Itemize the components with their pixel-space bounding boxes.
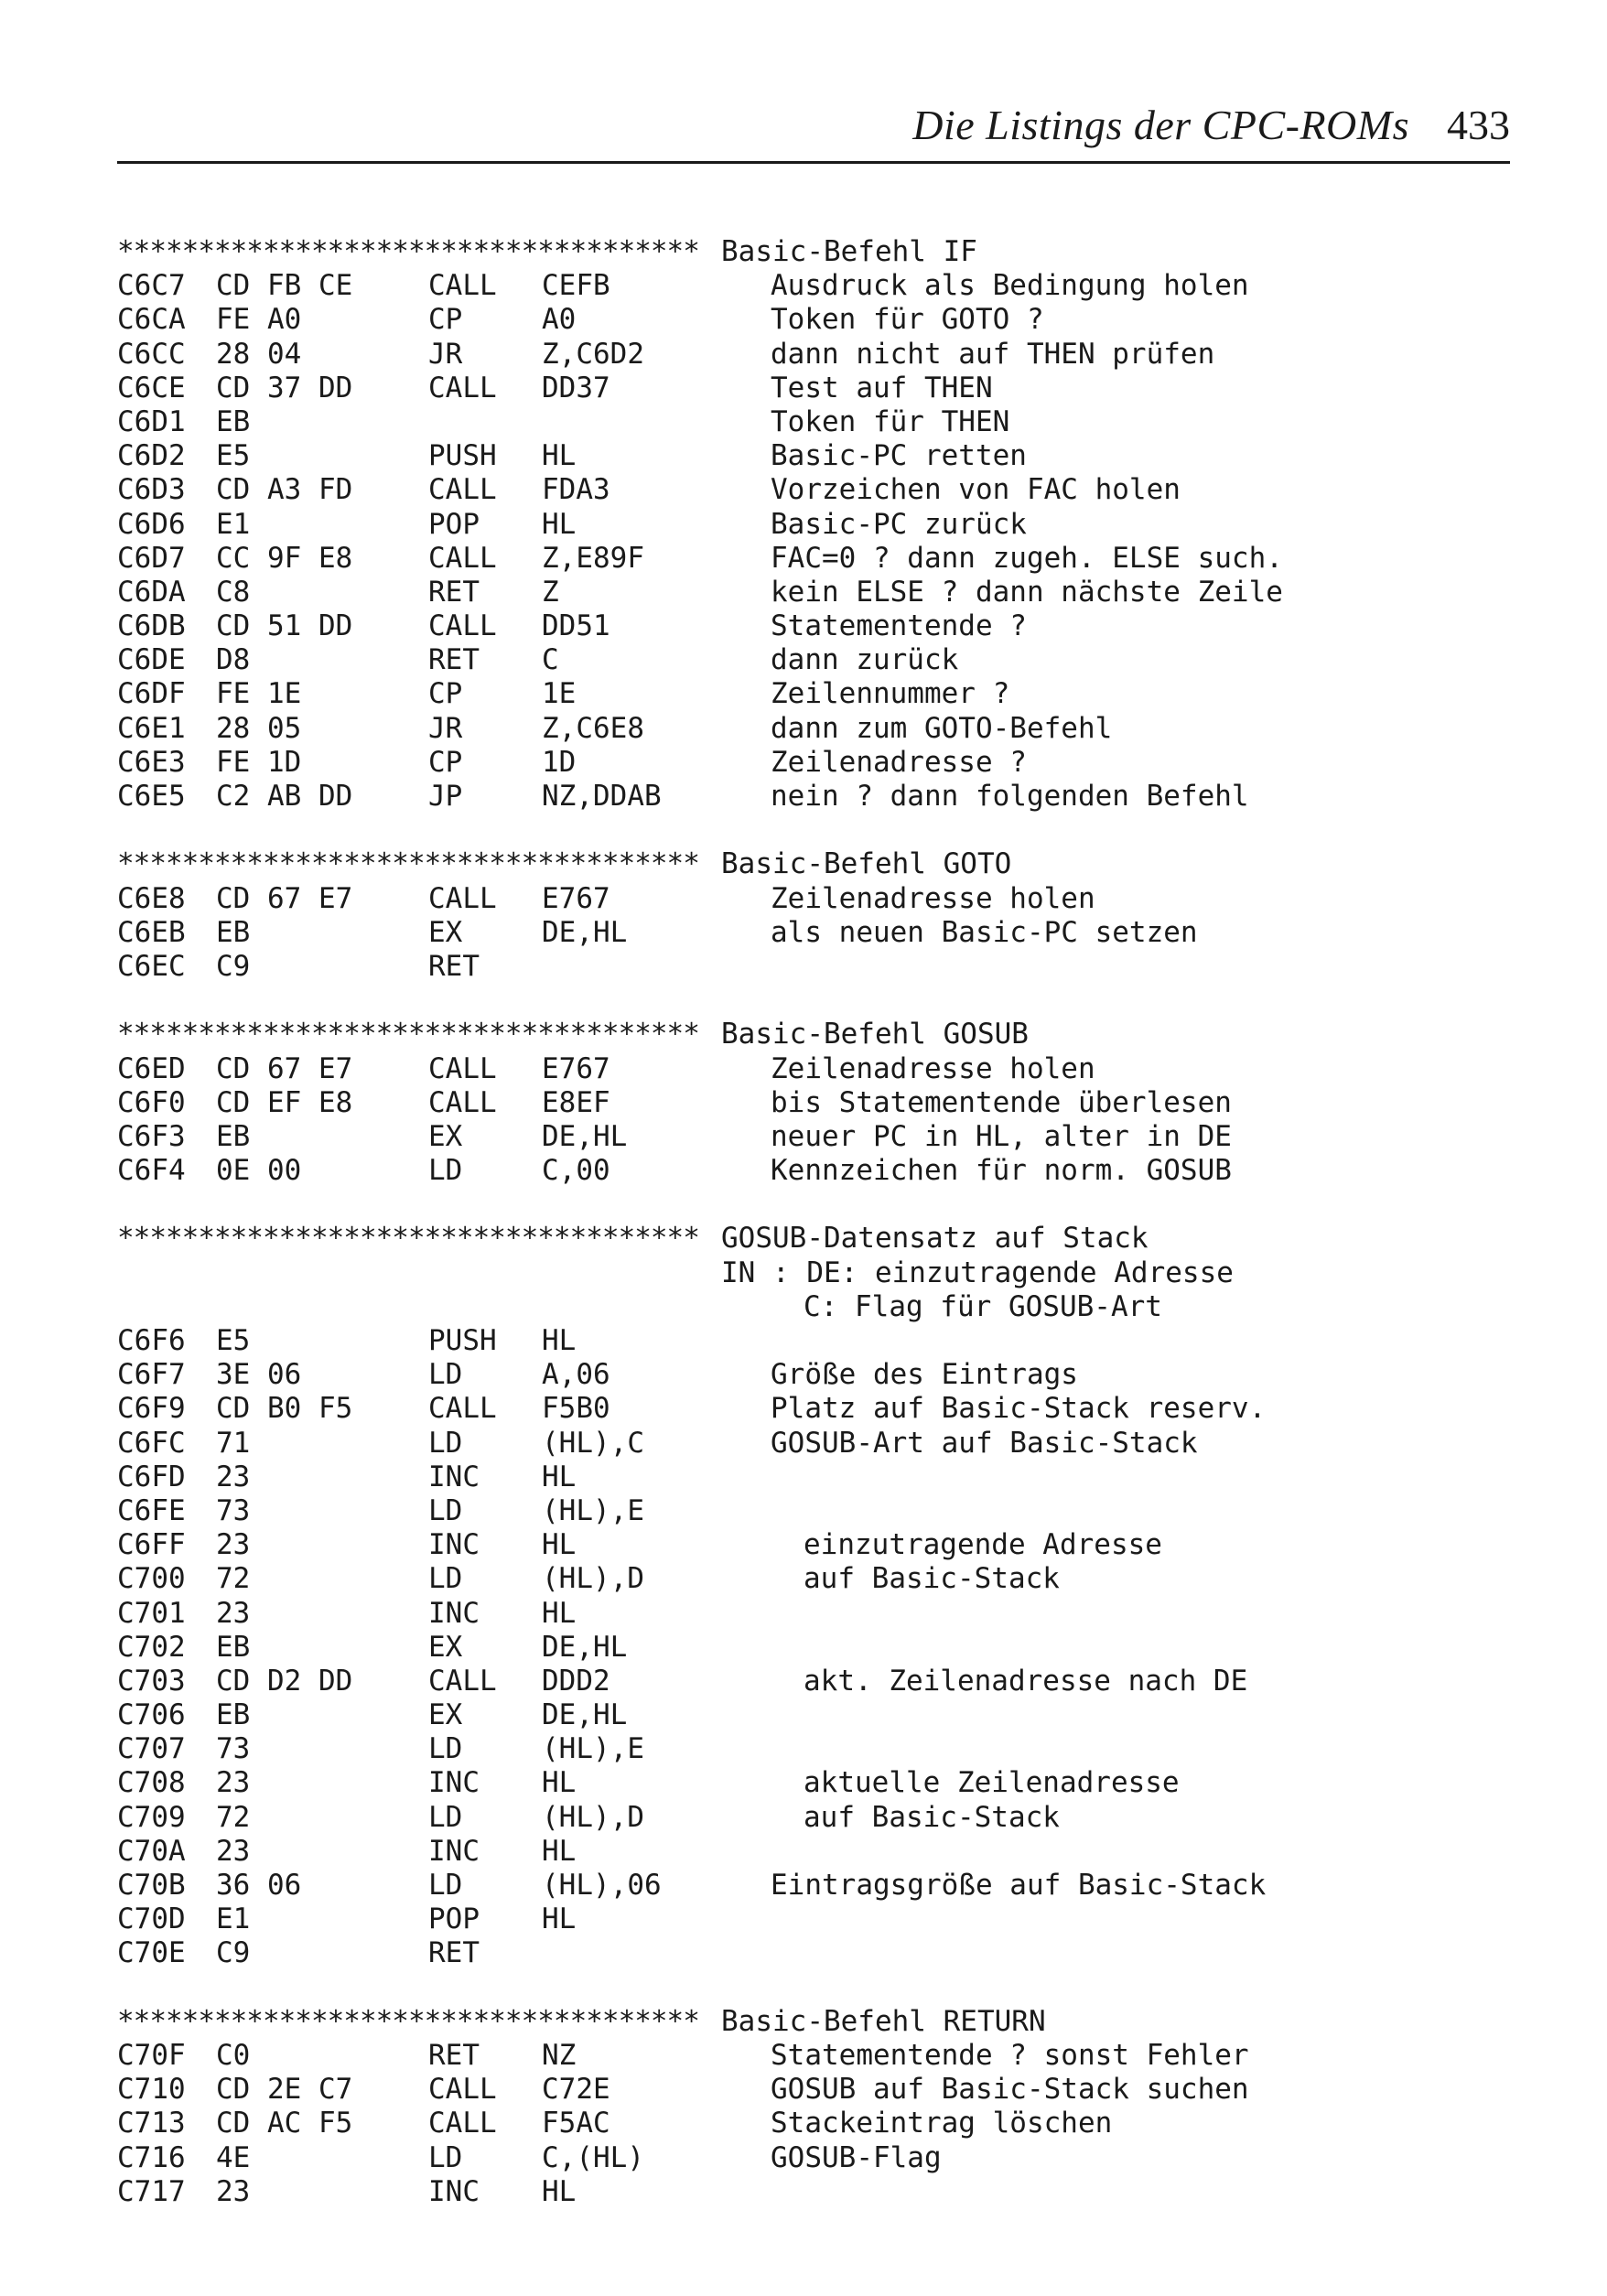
section-heading: Basic-Befehl GOSUB — [721, 1018, 1029, 1051]
operand: HL — [542, 439, 577, 473]
opcode-bytes: 36 06 — [216, 1869, 302, 1902]
mnemonic: INC — [428, 1596, 480, 1630]
comment: Zeilennummer ? — [771, 677, 1010, 711]
assembly-listing — [117, 235, 1526, 2209]
mnemonic: CALL — [428, 881, 497, 915]
address: C6DA — [117, 575, 186, 609]
code-line — [117, 1086, 1526, 1120]
address: C6FF — [117, 1528, 186, 1562]
code-line — [117, 1869, 1526, 1903]
operand: (HL),D — [542, 1562, 644, 1596]
mnemonic: LD — [428, 1869, 463, 1902]
mnemonic: CALL — [428, 1392, 497, 1426]
opcode-bytes: E5 — [216, 439, 251, 473]
operand: DE,HL — [542, 1698, 628, 1732]
separator-stars: ************************************ — [117, 847, 699, 881]
mnemonic: JR — [428, 711, 463, 745]
address: C6CE — [117, 371, 186, 404]
comment: Statementende ? — [771, 609, 1027, 643]
address: C708 — [117, 1766, 186, 1800]
code-line — [117, 1562, 1526, 1596]
code-line — [117, 1392, 1526, 1426]
code-line — [117, 542, 1526, 576]
code-line — [117, 677, 1526, 711]
code-line — [117, 1665, 1526, 1698]
comment: Test auf THEN — [771, 371, 993, 404]
mnemonic: LD — [428, 1800, 463, 1834]
operand: DD51 — [542, 609, 610, 643]
mnemonic: CALL — [428, 1664, 497, 1698]
operand: (HL),D — [542, 1800, 644, 1834]
opcode-bytes: 0E 00 — [216, 1154, 302, 1188]
opcode-bytes: CD D2 DD — [216, 1664, 353, 1698]
opcode-bytes: 23 — [216, 1766, 251, 1800]
code-line — [117, 439, 1526, 473]
opcode-bytes: D8 — [216, 643, 251, 677]
mnemonic: INC — [428, 1528, 480, 1562]
code-line — [117, 2107, 1526, 2140]
separator-stars: ************************************ — [117, 1018, 699, 1051]
address: C717 — [117, 2174, 186, 2208]
operand: FDA3 — [542, 473, 610, 507]
comment: Platz auf Basic-Stack reserv. — [771, 1392, 1267, 1426]
operand: HL — [542, 1528, 577, 1562]
operand: C72E — [542, 2073, 610, 2107]
section-heading: Basic-Befehl GOTO — [721, 847, 1012, 881]
code-line — [117, 338, 1526, 372]
section-heading: IN : DE: einzutragende Adresse — [721, 1256, 1234, 1289]
address: C6CC — [117, 337, 186, 371]
opcode-bytes: FE 1D — [216, 745, 302, 779]
mnemonic: CALL — [428, 371, 497, 404]
mnemonic: CP — [428, 745, 463, 779]
mnemonic: CALL — [428, 541, 497, 575]
comment: dann zum GOTO-Befehl — [771, 711, 1113, 745]
opcode-bytes: C2 AB DD — [216, 780, 353, 813]
address: C70E — [117, 1936, 186, 1970]
address: C6E5 — [117, 780, 186, 813]
blank-line — [117, 1971, 1526, 2005]
address: C6D1 — [117, 404, 186, 438]
comment-line — [117, 1256, 1526, 1290]
code-line — [117, 916, 1526, 950]
opcode-bytes: 23 — [216, 1596, 251, 1630]
comment: dann nicht auf THEN prüfen — [771, 337, 1215, 371]
section-separator-row — [117, 2005, 1526, 2039]
opcode-bytes: CD 37 DD — [216, 371, 353, 404]
code-line — [117, 269, 1526, 303]
mnemonic: EX — [428, 1119, 463, 1153]
code-line — [117, 746, 1526, 780]
address: C70B — [117, 1869, 186, 1902]
operand: DE,HL — [542, 1119, 628, 1153]
code-line — [117, 1324, 1526, 1358]
opcode-bytes: 72 — [216, 1800, 251, 1834]
comment: C: Flag für GOSUB-Art — [804, 1289, 1162, 1323]
address: C716 — [117, 2140, 186, 2174]
opcode-bytes: 71 — [216, 1426, 251, 1460]
opcode-bytes: EB — [216, 1698, 251, 1732]
opcode-bytes: E1 — [216, 507, 251, 541]
mnemonic: LD — [428, 1358, 463, 1392]
address: C701 — [117, 1596, 186, 1630]
opcode-bytes: C9 — [216, 1936, 251, 1970]
opcode-bytes: FE A0 — [216, 303, 302, 337]
code-line — [117, 1698, 1526, 1732]
comment: Ausdruck als Bedingung holen — [771, 269, 1249, 303]
address: C6E3 — [117, 745, 186, 779]
operand: HL — [542, 1834, 577, 1868]
code-line — [117, 1766, 1526, 1800]
mnemonic: LD — [428, 1493, 463, 1527]
code-line — [117, 303, 1526, 337]
mnemonic: LD — [428, 1732, 463, 1766]
section-separator-row — [117, 1222, 1526, 1256]
operand: HL — [542, 1766, 577, 1800]
code-line — [117, 576, 1526, 609]
code-line — [117, 780, 1526, 814]
operand: DDD2 — [542, 1664, 610, 1698]
opcode-bytes: CC 9F E8 — [216, 541, 353, 575]
opcode-bytes: 72 — [216, 1562, 251, 1596]
operand: CEFB — [542, 269, 610, 303]
code-line — [117, 1835, 1526, 1869]
code-line — [117, 372, 1526, 405]
address: C703 — [117, 1664, 186, 1698]
mnemonic: PUSH — [428, 1324, 497, 1357]
operand: A0 — [542, 303, 577, 337]
opcode-bytes: C9 — [216, 949, 251, 983]
code-line — [117, 473, 1526, 507]
code-line — [117, 1631, 1526, 1665]
mnemonic: CALL — [428, 609, 497, 643]
operand: DE,HL — [542, 915, 628, 949]
opcode-bytes: CD 2E C7 — [216, 2073, 353, 2107]
address: C6ED — [117, 1051, 186, 1085]
operand: DD37 — [542, 371, 610, 404]
comment: Basic-PC zurück — [771, 507, 1027, 541]
code-line — [117, 1358, 1526, 1392]
address: C6EC — [117, 949, 186, 983]
address: C709 — [117, 1800, 186, 1834]
code-line — [117, 1120, 1526, 1154]
comment: GOSUB-Art auf Basic-Stack — [771, 1426, 1198, 1460]
operand: (HL),E — [542, 1732, 644, 1766]
comment: Stackeintrag löschen — [771, 2107, 1113, 2140]
mnemonic: CALL — [428, 1051, 497, 1085]
operand: E767 — [542, 1051, 610, 1085]
comment: akt. Zeilenadresse nach DE — [804, 1664, 1248, 1698]
comment: Statementende ? sonst Fehler — [771, 2038, 1249, 2072]
address: C6DB — [117, 609, 186, 643]
operand: F5B0 — [542, 1392, 610, 1426]
code-line — [117, 1732, 1526, 1766]
comment: GOSUB auf Basic-Stack suchen — [771, 2073, 1249, 2107]
address: C6E1 — [117, 711, 186, 745]
code-line — [117, 1494, 1526, 1528]
mnemonic: INC — [428, 2174, 480, 2208]
comment: GOSUB-Flag — [771, 2140, 942, 2174]
comment: Zeilenadresse holen — [771, 881, 1095, 915]
address: C6FC — [117, 1426, 186, 1460]
operand: HL — [542, 1324, 577, 1357]
operand: (HL),C — [542, 1426, 644, 1460]
code-line — [117, 1597, 1526, 1631]
operand: C — [542, 643, 559, 677]
separator-stars: ************************************ — [117, 2004, 699, 2038]
mnemonic: LD — [428, 1426, 463, 1460]
comment: Zeilenadresse ? — [771, 745, 1027, 779]
opcode-bytes: C8 — [216, 575, 251, 609]
opcode-bytes: CD AC F5 — [216, 2107, 353, 2140]
code-line — [117, 2141, 1526, 2175]
mnemonic: EX — [428, 915, 463, 949]
comment: auf Basic-Stack — [804, 1800, 1060, 1834]
opcode-bytes: 73 — [216, 1732, 251, 1766]
mnemonic: LD — [428, 1562, 463, 1596]
opcode-bytes: CD B0 F5 — [216, 1392, 353, 1426]
opcode-bytes: 23 — [216, 1528, 251, 1562]
mnemonic: CALL — [428, 2107, 497, 2140]
running-title: Die Listings der CPC-ROMs — [912, 102, 1409, 148]
mnemonic: EX — [428, 1630, 463, 1664]
opcode-bytes: 23 — [216, 1834, 251, 1868]
comment: Kennzeichen für norm. GOSUB — [771, 1154, 1232, 1188]
address: C6F9 — [117, 1392, 186, 1426]
mnemonic: CALL — [428, 2073, 497, 2107]
operand: (HL),06 — [542, 1869, 662, 1902]
operand: (HL),E — [542, 1493, 644, 1527]
code-line — [117, 2073, 1526, 2107]
code-line — [117, 1461, 1526, 1494]
mnemonic: RET — [428, 1936, 480, 1970]
code-line — [117, 1154, 1526, 1188]
code-line — [117, 2175, 1526, 2209]
opcode-bytes: EB — [216, 915, 251, 949]
address: C6CA — [117, 303, 186, 337]
address: C6F7 — [117, 1358, 186, 1392]
operand: HL — [542, 1460, 577, 1493]
address: C713 — [117, 2107, 186, 2140]
operand: HL — [542, 1596, 577, 1630]
address: C6F6 — [117, 1324, 186, 1357]
address: C6D3 — [117, 473, 186, 507]
opcode-bytes: E5 — [216, 1324, 251, 1357]
mnemonic: RET — [428, 2038, 480, 2072]
address: C6FE — [117, 1493, 186, 1527]
code-line — [117, 2039, 1526, 2073]
comment: neuer PC in HL, alter in DE — [771, 1119, 1232, 1153]
address: C6D6 — [117, 507, 186, 541]
section-heading: GOSUB-Datensatz auf Stack — [721, 1222, 1149, 1256]
address: C706 — [117, 1698, 186, 1732]
code-line — [117, 1427, 1526, 1461]
comment: Token für GOTO ? — [771, 303, 1044, 337]
operand: DE,HL — [542, 1630, 628, 1664]
mnemonic: RET — [428, 643, 480, 677]
operand: Z,C6D2 — [542, 337, 644, 371]
mnemonic: LD — [428, 1154, 463, 1188]
code-line — [117, 609, 1526, 643]
code-line — [117, 1801, 1526, 1835]
opcode-bytes: CD 67 E7 — [216, 1051, 353, 1085]
mnemonic: INC — [428, 1460, 480, 1493]
operand: NZ — [542, 2038, 577, 2072]
separator-stars: ************************************ — [117, 235, 699, 268]
comment: nein ? dann folgenden Befehl — [771, 780, 1249, 813]
address: C70A — [117, 1834, 186, 1868]
section-heading: Basic-Befehl RETURN — [721, 2004, 1046, 2038]
operand: C,00 — [542, 1154, 610, 1188]
address: C707 — [117, 1732, 186, 1766]
address: C6D2 — [117, 439, 186, 473]
opcode-bytes: CD A3 FD — [216, 473, 353, 507]
address: C6F4 — [117, 1154, 186, 1188]
operand: Z,E89F — [542, 541, 644, 575]
mnemonic: INC — [428, 1834, 480, 1868]
comment: bis Statementende überlesen — [771, 1085, 1232, 1119]
section-separator-row — [117, 1018, 1526, 1051]
operand: F5AC — [542, 2107, 610, 2140]
mnemonic: JP — [428, 780, 463, 813]
address: C6DF — [117, 677, 186, 711]
code-line — [117, 405, 1526, 439]
address: C6FD — [117, 1460, 186, 1493]
blank-line — [117, 1188, 1526, 1222]
comment: Vorzeichen von FAC holen — [771, 473, 1181, 507]
operand: HL — [542, 507, 577, 541]
opcode-bytes: EB — [216, 1630, 251, 1664]
mnemonic: POP — [428, 507, 480, 541]
opcode-bytes: CD 67 E7 — [216, 881, 353, 915]
mnemonic: LD — [428, 2140, 463, 2174]
opcode-bytes: 73 — [216, 1493, 251, 1527]
code-line — [117, 508, 1526, 542]
mnemonic: PUSH — [428, 439, 497, 473]
comment: als neuen Basic-PC setzen — [771, 915, 1198, 949]
mnemonic: CALL — [428, 473, 497, 507]
comment: auf Basic-Stack — [804, 1562, 1060, 1596]
opcode-bytes: 28 05 — [216, 711, 302, 745]
opcode-bytes: EB — [216, 1119, 251, 1153]
address: C6F0 — [117, 1085, 186, 1119]
code-line — [117, 1903, 1526, 1936]
code-line — [117, 712, 1526, 746]
address: C710 — [117, 2073, 186, 2107]
opcode-bytes: EB — [216, 404, 251, 438]
address: C700 — [117, 1562, 186, 1596]
comment: FAC=0 ? dann zugeh. ELSE such. — [771, 541, 1283, 575]
comment: Größe des Eintrags — [771, 1358, 1078, 1392]
code-line — [117, 1052, 1526, 1086]
comment: kein ELSE ? dann nächste Zeile — [771, 575, 1283, 609]
separator-stars: ************************************ — [117, 1222, 699, 1256]
mnemonic: CALL — [428, 1085, 497, 1119]
section-separator-row — [117, 235, 1526, 269]
operand: A,06 — [542, 1358, 610, 1392]
mnemonic: CP — [428, 303, 463, 337]
address: C702 — [117, 1630, 186, 1664]
comment-line — [117, 1290, 1526, 1324]
section-separator-row — [117, 847, 1526, 881]
blank-line — [117, 814, 1526, 847]
address: C6E8 — [117, 881, 186, 915]
code-line — [117, 1936, 1526, 1970]
operand: 1E — [542, 677, 577, 711]
address: C70F — [117, 2038, 186, 2072]
operand: C,(HL) — [542, 2140, 644, 2174]
operand: E767 — [542, 881, 610, 915]
address: C70D — [117, 1903, 186, 1936]
opcode-bytes: FE 1E — [216, 677, 302, 711]
section-heading: Basic-Befehl IF — [721, 235, 977, 268]
page-header — [117, 92, 1510, 164]
mnemonic: RET — [428, 575, 480, 609]
comment: einzutragende Adresse — [804, 1528, 1162, 1562]
mnemonic: EX — [428, 1698, 463, 1732]
operand: HL — [542, 2174, 577, 2208]
opcode-bytes: 23 — [216, 2174, 251, 2208]
address: C6DE — [117, 643, 186, 677]
code-line — [117, 643, 1526, 677]
address: C6C7 — [117, 269, 186, 303]
opcode-bytes: CD EF E8 — [216, 1085, 353, 1119]
comment: Basic-PC retten — [771, 439, 1027, 473]
operand: Z,C6E8 — [542, 711, 644, 745]
comment: Token für THEN — [771, 404, 1010, 438]
operand: Z — [542, 575, 559, 609]
opcode-bytes: CD 51 DD — [216, 609, 353, 643]
address: C6F3 — [117, 1119, 186, 1153]
operand: 1D — [542, 745, 577, 779]
mnemonic: CALL — [428, 269, 497, 303]
mnemonic: RET — [428, 949, 480, 983]
code-line — [117, 1528, 1526, 1562]
opcode-bytes: 3E 06 — [216, 1358, 302, 1392]
mnemonic: INC — [428, 1766, 480, 1800]
address: C6D7 — [117, 541, 186, 575]
comment: aktuelle Zeilenadresse — [804, 1766, 1180, 1800]
opcode-bytes: 23 — [216, 1460, 251, 1493]
opcode-bytes: E1 — [216, 1903, 251, 1936]
address: C6EB — [117, 915, 186, 949]
comment: Zeilenadresse holen — [771, 1051, 1095, 1085]
comment: dann zurück — [771, 643, 959, 677]
operand: E8EF — [542, 1085, 610, 1119]
page-number: 433 — [1447, 102, 1510, 148]
opcode-bytes: C0 — [216, 2038, 251, 2072]
code-line — [117, 950, 1526, 984]
opcode-bytes: CD FB CE — [216, 269, 353, 303]
comment: Eintragsgröße auf Basic-Stack — [771, 1869, 1267, 1902]
code-line — [117, 882, 1526, 916]
opcode-bytes: 28 04 — [216, 337, 302, 371]
operand: HL — [542, 1903, 577, 1936]
blank-line — [117, 984, 1526, 1018]
mnemonic: CP — [428, 677, 463, 711]
operand: NZ,DDAB — [542, 780, 662, 813]
mnemonic: POP — [428, 1903, 480, 1936]
mnemonic: JR — [428, 337, 463, 371]
opcode-bytes: 4E — [216, 2140, 251, 2174]
